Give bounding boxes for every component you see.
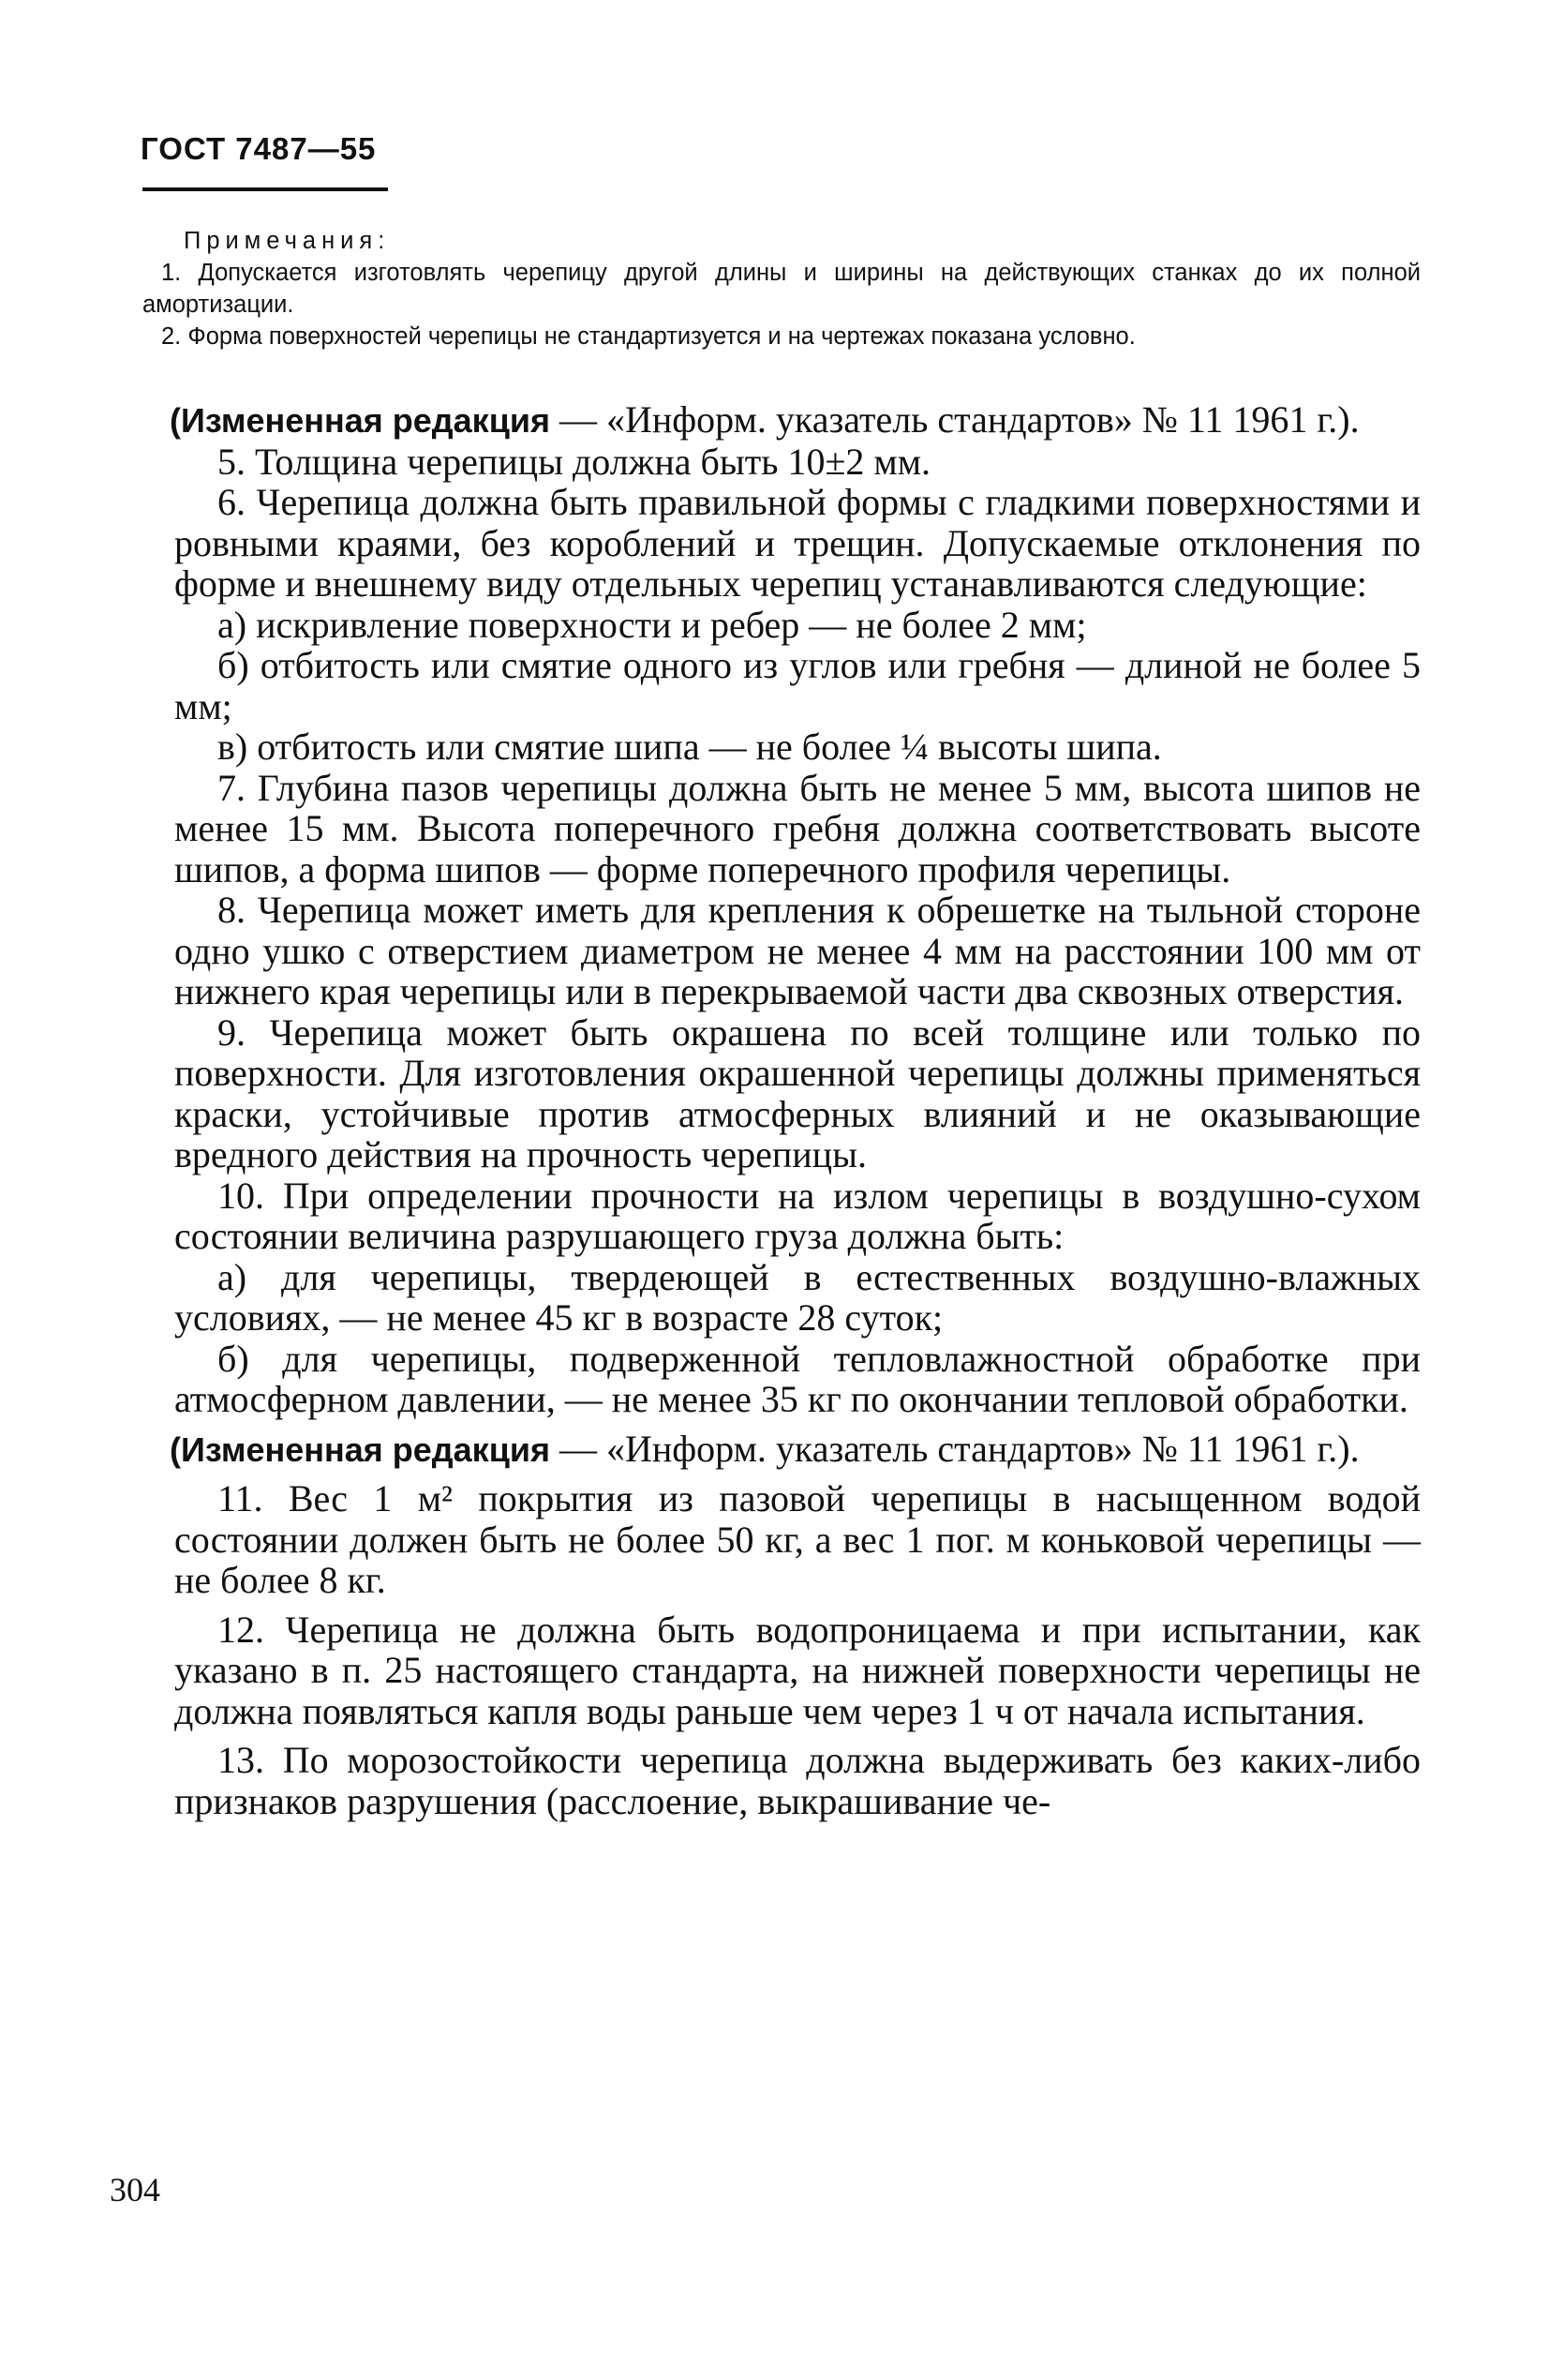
amendment-ref-1: — «Информ. указатель стандартов» № 11 1961 г.). <box>549 398 1360 441</box>
paragraph-13: 13. По морозостойкости черепица должна выдерживать без каких-либо признаков разрушения (расслоение, выкрашивание че- <box>174 1739 1421 1822</box>
notes-heading: Примечания: <box>184 228 391 254</box>
amendment-note-2 <box>170 1429 1421 1471</box>
header-rule <box>142 187 388 191</box>
page-number: 304 <box>110 2171 160 2208</box>
paragraph-6c: в) отбитость или смятие шипа — не более ¼ высоты шипа. <box>217 726 1162 768</box>
paragraph-6a: а) искривление поверхности и ребер — не более 2 мм; <box>217 603 1087 646</box>
note-item-2: 2. Форма поверхностей черепицы не стандартизуется и на чертежах показана условно. <box>161 323 1136 350</box>
paragraph-9: 9. Черепица может быть окрашена по всей толщине или только по поверхности. Для изготовления окрашенной черепицы должны применяться краски, устойчивые против атмосферных влияний и не оказывающие вредного действия на прочность черепицы. <box>174 1010 1421 1175</box>
paragraph-11: 11. Вес 1 м² покрытия из пазовой черепицы в насыщенном водой состоянии должен быть не более 50 кг, а вес 1 пог. м коньковой черепицы — не более 8 кг. <box>174 1477 1421 1601</box>
paragraph-6: 6. Черепица должна быть правильной формы с гладкими поверхностями и ровными краями, без короблений и трещин. Допускаемые отклонения по форме и внешнему виду отдельных черепиц устанавливаются следующие: <box>174 481 1421 605</box>
notes-section <box>142 225 1421 352</box>
paragraph-10: 10. При определении прочности на излом черепицы в воздушно-сухом состоянии величина разрушающего груза должна быть: <box>174 1174 1421 1257</box>
paragraph-10b: б) для черепицы, подверженной тепловлажностной обработке при атмосферном давлении, — не менее 35 кг по окончании тепловой обработки. <box>174 1337 1421 1420</box>
document-header: ГОСТ 7487—55 <box>141 131 377 166</box>
paragraph-8: 8. Черепица может иметь для крепления к обрешетке на тыльной стороне одно ушко с отверстием диаметром не менее 4 мм на расстоянии 100 мм от нижнего края черепицы или в перекрываемой части два сквозных отверстия. <box>174 889 1421 1012</box>
amendment-label-1: (Измененная редакция <box>170 401 550 440</box>
amendment-ref-2: — «Информ. указатель стандартов» № 11 1961 г.). <box>549 1427 1360 1470</box>
paragraph-6b: б) отбитость или смятие одного из углов или гребня — длиной не более 5 мм; <box>174 644 1421 727</box>
paragraph-5: 5. Толщина черепицы должна быть 10±2 мм. <box>217 440 931 483</box>
amendment-label-2: (Измененная редакция <box>170 1429 550 1469</box>
paragraph-10a: а) для черепицы, твердеющей в естественных воздушно-влажных условиях, — не менее 45 кг в возрасте 28 суток; <box>174 1255 1421 1339</box>
paragraph-7: 7. Глубина пазов черепицы должна быть не менее 5 мм, высота шипов не менее 15 мм. Высота поперечного гребня должна соответствовать высоте шипов, а форма шипов — форме поперечного профиля черепицы. <box>174 766 1421 891</box>
main-text <box>170 398 1421 1822</box>
amendment-note-1 <box>170 399 1421 442</box>
note-item-1: 1. Допускается изготовлять черепицу другой длины и ширины на действующих станках до их полной амортизации. <box>142 260 1421 318</box>
paragraph-12: 12. Черепица не должна быть водопроницаема и при испытании, как указано в п. 25 настоящего стандарта, на нижней поверхности черепицы не должна появляться капля воды раньше чем через 1 ч от начала испытания. <box>174 1608 1421 1732</box>
